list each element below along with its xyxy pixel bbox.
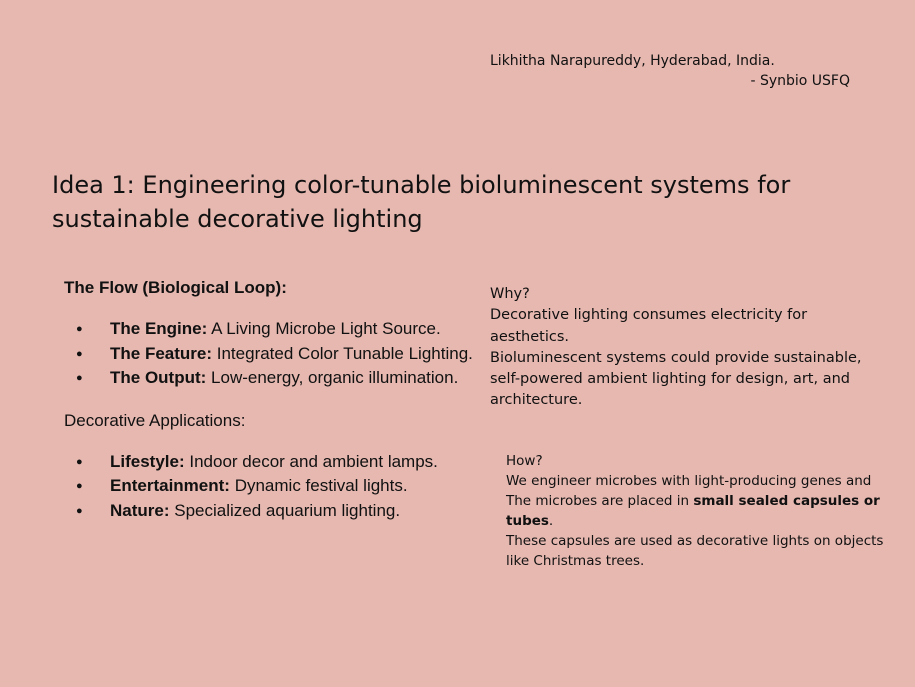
- application-item-lifestyle: [64, 450, 480, 475]
- flow-item-label: The Engine:: [110, 319, 208, 338]
- flow-item-label: The Output:: [110, 368, 207, 387]
- how-line: These capsules are used as decorative lights on objects: [506, 533, 884, 549]
- application-item-label: Entertainment:: [110, 476, 230, 495]
- how-line: [506, 511, 886, 531]
- application-item-text: Dynamic festival lights.: [229, 476, 408, 495]
- flow-item-label: The Feature:: [110, 343, 213, 363]
- how-line: like Christmas trees.: [506, 553, 645, 569]
- how-line: [506, 491, 886, 511]
- flow-heading: The Flow (Biological Loop):: [64, 278, 287, 297]
- how-bold-text: small sealed capsules or: [693, 493, 880, 509]
- application-item-text: Indoor decor and ambient lamps.: [184, 451, 438, 471]
- flow-list: [64, 317, 484, 391]
- how-text: .: [548, 513, 554, 529]
- flow-item-output: [64, 366, 490, 391]
- how-line: We engineer microbes with light-producing genes and: [506, 473, 872, 489]
- left-column: [64, 277, 484, 523]
- how-text: The microbes are placed in: [506, 493, 694, 509]
- flow-item-text: Low-energy, organic illumination.: [206, 368, 459, 387]
- why-line: architecture.: [490, 392, 583, 409]
- application-item-text: Specialized aquarium lighting.: [169, 500, 401, 520]
- flow-item-text: Integrated Color Tunable Lighting.: [212, 343, 473, 363]
- how-bold-text: tubes: [506, 513, 549, 529]
- application-item-label: Nature:: [110, 500, 170, 520]
- flow-item-feature: [64, 342, 480, 367]
- why-line: Bioluminescent systems could provide sustainable,: [490, 349, 862, 366]
- why-block: [490, 284, 870, 412]
- slide-title-line-1: Idea 1: Engineering color-tunable bioluminescent systems for: [52, 171, 791, 199]
- why-line: Decorative lighting consumes electricity for: [490, 307, 808, 324]
- applications-list: [64, 450, 484, 524]
- how-heading: How?: [506, 453, 543, 469]
- application-item-nature: [64, 499, 480, 524]
- author-affiliation: - Synbio USFQ: [750, 73, 850, 89]
- applications-heading: Decorative Applications:: [64, 410, 246, 430]
- application-item-entertainment: [64, 474, 480, 499]
- application-item-label: Lifestyle:: [110, 451, 185, 471]
- why-heading: Why?: [490, 286, 530, 302]
- flow-item-engine: [64, 317, 480, 342]
- author-name: Likhitha Narapureddy, Hyderabad, India.: [490, 53, 775, 69]
- why-line: self-powered ambient lighting for design, art, and: [490, 371, 850, 388]
- slide-title: [52, 168, 852, 236]
- author-block: [490, 51, 855, 91]
- why-line: aesthetics.: [490, 328, 570, 345]
- slide-title-line-2: sustainable decorative lighting: [52, 205, 423, 233]
- flow-item-text: A Living Microbe Light Source.: [207, 319, 441, 338]
- how-block: [506, 451, 886, 571]
